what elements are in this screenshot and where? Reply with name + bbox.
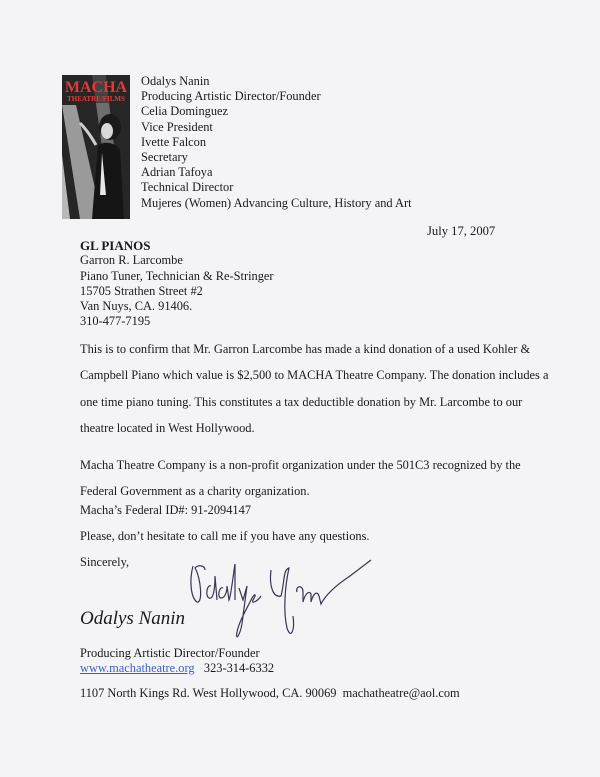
- handwritten-signature: [185, 556, 375, 646]
- letterhead-line: Adrian Tafoya: [141, 165, 213, 180]
- federal-id: Macha’s Federal ID#: 91-2094147: [80, 503, 252, 517]
- body-paragraph-donation: [80, 336, 580, 441]
- body-paragraph-nonprofit: [80, 452, 521, 504]
- paragraph-line: one time piano tuning. This constitutes a tax deductible donation by Mr. Larcombe to our: [80, 394, 523, 409]
- recipient-title: Piano Tuner, Technician & Re-Stringer: [80, 268, 274, 283]
- closing: Sincerely,: [80, 555, 130, 569]
- website-link[interactable]: www.machatheatre.org: [80, 661, 195, 675]
- footer-email: machatheatre@aol.com: [342, 686, 460, 700]
- letterhead-line: Secretary: [141, 150, 188, 165]
- recipient-phone: 310-477-7195: [80, 314, 151, 329]
- logo-subtitle: THEATRE/FILMS: [67, 95, 125, 103]
- recipient-street: 15705 Strathen Street #2: [80, 283, 203, 298]
- paragraph-line: Campbell Piano which value is $2,500 to MACHA Theatre Company. The donation includes a: [80, 368, 549, 383]
- letterhead-line: Vice President: [141, 119, 213, 134]
- letterhead-line: Odalys Nanin: [141, 74, 210, 88]
- letterhead-line: Technical Director: [141, 180, 234, 195]
- letter-date: July 17, 2007: [427, 224, 496, 238]
- signature-script-name: Odalys Nanin: [80, 608, 186, 629]
- letterhead-line: Producing Artistic Director/Founder: [141, 89, 321, 104]
- paragraph-line: Macha Theatre Company is a non-profit organization under the 501C3 recognized by the: [80, 458, 521, 472]
- letterhead-line: Celia Dominguez: [141, 104, 229, 119]
- paragraph-line: Federal Government as a charity organization.: [80, 484, 310, 498]
- letterhead-line: Mujeres (Women) Advancing Culture, History and Art: [141, 195, 412, 210]
- paragraph-line: theatre located in West Hollywood.: [80, 420, 255, 435]
- contact-line: [80, 661, 274, 676]
- logo-title: MACHA: [64, 79, 128, 96]
- paragraph-line: This is to confirm that Mr. Garron Larcombe has made a kind donation of a used Kohler &: [80, 342, 531, 356]
- recipient-block: [80, 238, 274, 330]
- questions-line: Please, don’t hesitate to call me if you have any questions.: [80, 529, 370, 543]
- recipient-city: Van Nuys, CA. 91406.: [80, 299, 193, 314]
- letterhead: [141, 74, 412, 211]
- signature-title: Producing Artistic Director/Founder: [80, 646, 260, 660]
- letterhead-line: Ivette Falcon: [141, 134, 207, 149]
- footer: [80, 686, 460, 701]
- recipient-company: GL PIANOS: [80, 238, 151, 253]
- footer-address: 1107 North Kings Rd. West Hollywood, CA. 90069: [80, 686, 337, 700]
- macha-logo: [62, 75, 130, 219]
- logo-artwork: [62, 75, 130, 219]
- contact-phone: 323-314-6332: [203, 661, 275, 675]
- recipient-name: Garron R. Larcombe: [80, 253, 183, 268]
